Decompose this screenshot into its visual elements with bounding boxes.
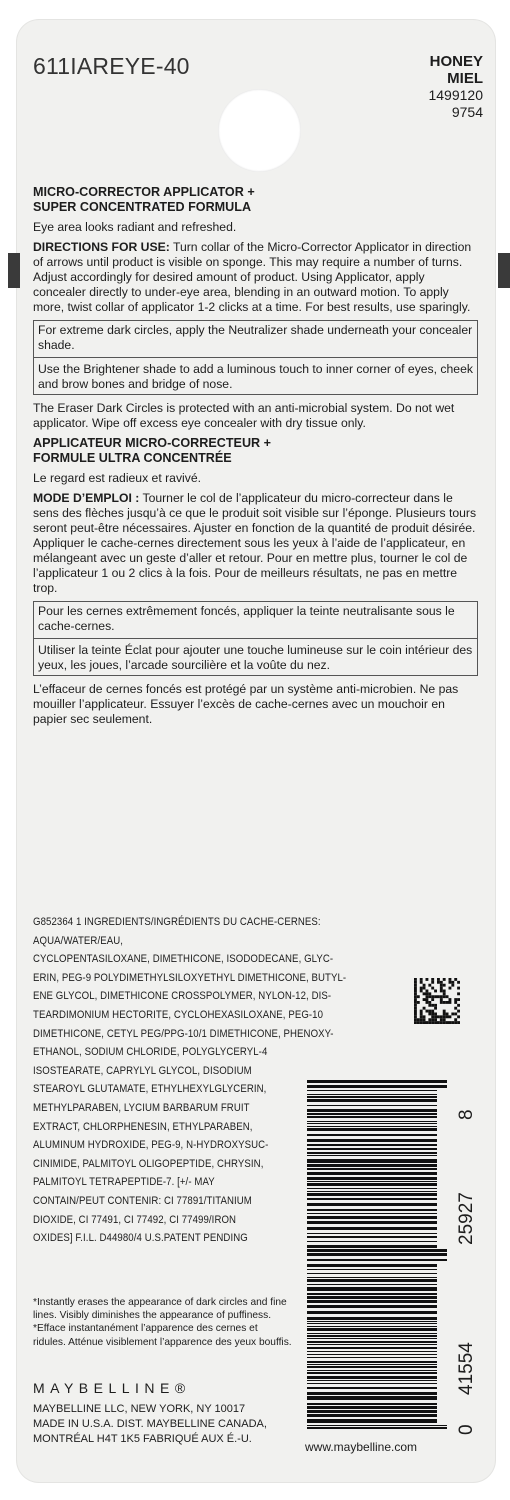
- datamatrix-module: [414, 981, 417, 984]
- ingredients-line: EXTRACT, CHLORPHENESIN, ETHYLPARABEN,: [33, 1120, 253, 1133]
- website-link: www.maybelline.com: [305, 1440, 418, 1454]
- datamatrix-module: [440, 1018, 443, 1021]
- barcode-bar: [307, 1326, 437, 1327]
- barcode-bar: [307, 1403, 437, 1405]
- datamatrix-module: [457, 987, 460, 990]
- shade-name-en: HONEY: [429, 53, 483, 70]
- datamatrix-module: [443, 1018, 446, 1021]
- ingredients-line: G852364 1 INGREDIENTS/INGRÉDIENTS DU CACHE-CERNES: AQUA/WATER/EAU,: [33, 916, 321, 947]
- barcode-bar: [307, 1414, 437, 1417]
- barcode-bar: [307, 1317, 437, 1320]
- barcode-bar: [307, 1387, 437, 1389]
- barcode-bar: [307, 1183, 437, 1186]
- datamatrix-module: [420, 1015, 423, 1018]
- ingredients-line: OXIDES] F.I.L. D44980/4 U.S.PATENT PENDING: [33, 1232, 248, 1245]
- barcode-bar: [307, 1177, 437, 1180]
- datamatrix-code: [414, 978, 460, 1024]
- barcode-bar: [307, 1191, 437, 1192]
- datamatrix-module: [434, 1007, 437, 1010]
- datamatrix-module: [434, 1015, 437, 1018]
- datamatrix-module: [437, 978, 440, 981]
- datamatrix-module: [443, 978, 446, 981]
- barcode-bar: [307, 1109, 437, 1112]
- barcode-bar: [307, 1392, 437, 1395]
- datamatrix-module: [428, 995, 431, 998]
- datamatrix-module: [420, 978, 423, 981]
- french-directions-label: MODE D’EMPLOI :: [33, 491, 140, 505]
- datamatrix-module: [414, 978, 417, 981]
- datamatrix-module: [428, 1021, 431, 1024]
- datamatrix-module: [443, 1021, 446, 1024]
- barcode-bar: [307, 1198, 437, 1200]
- barcode-bar: [307, 1123, 437, 1124]
- datamatrix-module: [426, 1010, 429, 1013]
- barcode: [307, 1080, 447, 1435]
- datamatrix-module: [426, 978, 429, 981]
- datamatrix-module: [431, 995, 434, 998]
- english-tip-neutralizer: For extreme dark circles, apply the Neutralizer shade underneath your concealer shade.: [38, 323, 473, 352]
- barcode-bar: [307, 1396, 437, 1400]
- barcode-bar: [307, 1193, 437, 1196]
- datamatrix-module: [457, 1004, 460, 1007]
- ingredients-line: CYCLOPENTASILOXANE, DIMETHICONE, ISODODECANE, GLYC-: [33, 953, 334, 966]
- datamatrix-module: [454, 978, 457, 981]
- barcode-bar: [307, 1357, 437, 1358]
- datamatrix-module: [454, 1001, 457, 1004]
- datamatrix-module: [446, 995, 449, 998]
- datamatrix-module: [414, 1004, 417, 1007]
- datamatrix-module: [457, 998, 460, 1001]
- datamatrix-module: [420, 990, 423, 993]
- french-tagline: Le regard est radieux et ravivé.: [33, 471, 202, 485]
- right-notch: [498, 253, 510, 288]
- barcode-bar: [307, 1427, 447, 1429]
- barcode-bar: [307, 1216, 437, 1219]
- datamatrix-module: [426, 1021, 429, 1024]
- datamatrix-module: [437, 981, 440, 984]
- barcode-bar: [307, 1277, 437, 1278]
- datamatrix-module: [443, 1015, 446, 1018]
- english-tagline: Eye area looks radiant and refreshed.: [33, 220, 237, 234]
- barcode-bar: [307, 1335, 437, 1337]
- datamatrix-module: [431, 987, 434, 990]
- datamatrix-module: [414, 984, 417, 987]
- datamatrix-module: [443, 990, 446, 993]
- datamatrix-module: [414, 998, 417, 1001]
- french-protection: L’effaceur de cernes foncés est protégé par un système anti-microbien. Ne pas mouiller l’applicateur. Essuyer l’excès de cache-cernes avec un mouchoir en papier sec seulement.: [33, 682, 459, 726]
- barcode-bar: [307, 1383, 437, 1384]
- french-title: [33, 436, 478, 466]
- datamatrix-module: [451, 984, 454, 987]
- datamatrix-module: [449, 987, 452, 990]
- datamatrix-module: [420, 1018, 423, 1021]
- barcode-bar: [307, 1233, 437, 1234]
- shade-subnumber: 9754: [451, 104, 483, 120]
- datamatrix-module: [426, 995, 429, 998]
- datamatrix-module: [420, 987, 423, 990]
- datamatrix-module: [428, 984, 431, 987]
- datamatrix-module: [454, 1018, 457, 1021]
- barcode-bar: [307, 1347, 437, 1349]
- datamatrix-module: [443, 992, 446, 995]
- barcode-bar: [307, 1249, 447, 1252]
- datamatrix-module: [449, 1021, 452, 1024]
- datamatrix-module: [449, 978, 452, 981]
- barcode-bar: [307, 1333, 437, 1334]
- french-title-line1: APPLICATEUR MICRO-CORRECTEUR +: [33, 436, 272, 450]
- datamatrix-module: [414, 1007, 417, 1010]
- barcode-bar: [307, 1134, 437, 1136]
- datamatrix-module: [443, 1010, 446, 1013]
- datamatrix-module: [437, 1021, 440, 1024]
- brand-name: MAYBELLINE®: [33, 1380, 191, 1396]
- datamatrix-module: [431, 1018, 434, 1021]
- datamatrix-module: [454, 1007, 457, 1010]
- barcode-bar: [307, 1380, 437, 1381]
- barcode-bar: [307, 1406, 437, 1409]
- datamatrix-module: [423, 992, 426, 995]
- barcode-bar: [307, 1227, 437, 1230]
- english-title-line2: SUPER CONCENTRATED FORMULA: [33, 200, 252, 214]
- datamatrix-module: [414, 990, 417, 993]
- datamatrix-module: [431, 1010, 434, 1013]
- barcode-bar: [307, 1341, 437, 1343]
- barcode-bar: [307, 1168, 437, 1170]
- datamatrix-module: [417, 995, 420, 998]
- datamatrix-module: [431, 981, 434, 984]
- barcode-bar: [307, 1296, 437, 1299]
- ingredients-line: DIMETHICONE, CETYL PEG/PPG-10/1 DIMETHICONE, PHENOXY-: [33, 1027, 334, 1040]
- barcode-bar: [307, 1328, 437, 1331]
- english-tips-box: [33, 320, 478, 395]
- datamatrix-module: [434, 1013, 437, 1016]
- datamatrix-module: [431, 1004, 434, 1007]
- datamatrix-module: [414, 1021, 417, 1024]
- barcode-bar: [307, 1253, 447, 1256]
- english-tip-brightener: Use the Brightener shade to add a luminous touch to inner corner of eyes, cheek and brow bones and bridge of nose.: [38, 362, 473, 391]
- barcode-bar: [307, 1364, 437, 1365]
- hang-hole: [218, 89, 301, 172]
- shade-number: 1499120: [428, 87, 483, 103]
- barcode-bar: [307, 1269, 437, 1270]
- datamatrix-module: [457, 1015, 460, 1018]
- datamatrix-module: [454, 1013, 457, 1016]
- barcode-bar: [307, 1245, 437, 1248]
- barcode-bar: [307, 1425, 447, 1426]
- datamatrix-module: [420, 1021, 423, 1024]
- datamatrix-module: [417, 1001, 420, 1004]
- datamatrix-module: [451, 1013, 454, 1016]
- address-block: [33, 1402, 267, 1447]
- barcode-bar: [307, 1096, 437, 1098]
- claims-note: *Instantly erases the appearance of dark circles and fine lines. Visibly diminishes the appearance of puffiness. *Efface instantanément l’apparence des cernes et ridules. Atténue visiblement l’apparence des yeux bouffis.: [33, 1297, 292, 1348]
- datamatrix-module: [434, 995, 437, 998]
- datamatrix-module: [431, 998, 434, 1001]
- datamatrix-module: [440, 990, 443, 993]
- shade-info: [428, 53, 483, 121]
- datamatrix-module: [423, 987, 426, 990]
- datamatrix-module: [440, 995, 443, 998]
- left-notch: [8, 253, 20, 288]
- datamatrix-module: [428, 1018, 431, 1021]
- datamatrix-module: [414, 1018, 417, 1021]
- barcode-bar: [307, 1344, 437, 1345]
- datamatrix-module: [446, 1001, 449, 1004]
- datamatrix-module: [431, 1015, 434, 1018]
- datamatrix-module: [423, 1007, 426, 1010]
- french-title-line2: FORMULE ULTRA CONCENTRÉE: [33, 451, 232, 465]
- datamatrix-module: [440, 987, 443, 990]
- barcode-bar: [307, 1338, 437, 1339]
- datamatrix-module: [449, 998, 452, 1001]
- datamatrix-module: [440, 998, 443, 1001]
- datamatrix-module: [417, 1021, 420, 1024]
- english-directions: [33, 240, 478, 315]
- datamatrix-module: [449, 1015, 452, 1018]
- datamatrix-module: [449, 1001, 452, 1004]
- barcode-bar: [307, 1366, 437, 1368]
- barcode-bar: [307, 1354, 437, 1355]
- datamatrix-module: [431, 1021, 434, 1024]
- barcode-digit-check: 8: [456, 1109, 477, 1120]
- datamatrix-module: [457, 981, 460, 984]
- datamatrix-module: [443, 1013, 446, 1016]
- datamatrix-module: [414, 992, 417, 995]
- barcode-bar: [307, 1419, 437, 1423]
- barcode-bar: [307, 1370, 437, 1371]
- datamatrix-module: [420, 1010, 423, 1013]
- datamatrix-module: [428, 1004, 431, 1007]
- address-line1: MAYBELLINE LLC, NEW YORK, NY 10017: [33, 1403, 246, 1415]
- datamatrix-module: [451, 1021, 454, 1024]
- english-title: [33, 185, 478, 215]
- barcode-bar: [307, 1287, 437, 1291]
- barcode-bar: [307, 1376, 437, 1379]
- address-line3: MONTRÉAL H4T 1K5 FABRIQUÉ AUX É.-U.: [33, 1433, 252, 1445]
- barcode-bar: [307, 1259, 447, 1261]
- barcode-bar: [307, 1164, 437, 1167]
- datamatrix-module: [454, 998, 457, 1001]
- datamatrix-module: [440, 1001, 443, 1004]
- french-tip-neutralizer: Pour les cernes extrêmement foncés, appliquer la teinte neutralisante sous le cache-cernes.: [38, 604, 455, 633]
- datamatrix-module: [443, 1001, 446, 1004]
- datamatrix-module: [428, 992, 431, 995]
- datamatrix-module: [446, 1021, 449, 1024]
- datamatrix-module: [437, 1015, 440, 1018]
- datamatrix-module: [417, 1018, 420, 1021]
- english-title-line1: MICRO-CORRECTOR APPLICATOR +: [33, 185, 255, 199]
- barcode-bar: [307, 1126, 437, 1127]
- barcode-bar: [307, 1213, 437, 1214]
- datamatrix-module: [434, 1004, 437, 1007]
- datamatrix-module: [426, 990, 429, 993]
- datamatrix-module: [426, 1001, 429, 1004]
- datamatrix-module: [414, 1015, 417, 1018]
- barcode-bar: [307, 1273, 437, 1274]
- barcode-bar: [307, 1159, 437, 1163]
- barcode-bar: [307, 1209, 437, 1211]
- datamatrix-module: [434, 990, 437, 993]
- barcode-bar: [307, 1293, 437, 1295]
- datamatrix-module: [443, 984, 446, 987]
- ingredients-line: CONTAIN/PEUT CONTENIR: CI 77891/TITANIUM: [33, 1194, 252, 1207]
- barcode-bar: [307, 1172, 437, 1175]
- barcode-bar: [307, 1241, 437, 1242]
- barcode-bar: [307, 1113, 437, 1115]
- datamatrix-module: [449, 981, 452, 984]
- datamatrix-module: [443, 995, 446, 998]
- datamatrix-module: [414, 1013, 417, 1016]
- barcode-bar: [307, 1305, 437, 1308]
- datamatrix-module: [423, 998, 426, 1001]
- barcode-bar: [307, 1188, 437, 1189]
- address-line2: MADE IN U.S.A. DIST. MAYBELLINE CANADA,: [33, 1418, 267, 1430]
- datamatrix-module: [451, 981, 454, 984]
- ingredients-line: ETHANOL, SODIUM CHLORIDE, POLYGLYCERYL-4: [33, 1046, 268, 1059]
- datamatrix-module: [440, 1021, 443, 1024]
- datamatrix-module: [414, 987, 417, 990]
- ingredients-line: TEARDIMONIUM HECTORITE, CYCLOHEXASILOXANE, PEG-10: [33, 1008, 324, 1021]
- ingredients-line: METHYLPARABEN, LYCIUM BARBARUM FRUIT: [33, 1101, 250, 1114]
- datamatrix-module: [428, 1010, 431, 1013]
- barcode-bar: [307, 1116, 437, 1118]
- ingredients-line: DIOXIDE, CI 77491, CI 77492, CI 77499/IRON: [33, 1213, 237, 1226]
- barcode-bar: [307, 1372, 437, 1374]
- barcode-bar: [307, 1181, 437, 1182]
- datamatrix-module: [420, 1013, 423, 1016]
- barcode-bar: [307, 1300, 437, 1303]
- datamatrix-module: [431, 978, 434, 981]
- barcode-bar: [307, 1284, 437, 1285]
- shade-name-fr: MIEL: [447, 70, 483, 87]
- french-directions: [33, 491, 478, 596]
- barcode-bar: [307, 1105, 437, 1106]
- barcode-bar: [307, 1128, 437, 1131]
- datamatrix-module: [437, 995, 440, 998]
- datamatrix-module: [423, 1021, 426, 1024]
- barcode-bar: [307, 1221, 437, 1224]
- french-tip-brightener: Utiliser la teinte Éclat pour ajouter une touche lumineuse sur le coin intérieur des yeux, les joues, l’arcade sourcilière et la voûte du nez.: [38, 643, 473, 672]
- barcode-bar: [307, 1139, 437, 1142]
- barcode-digits: [456, 1050, 486, 1435]
- barcode-bar: [307, 1279, 437, 1282]
- datamatrix-module: [446, 1015, 449, 1018]
- barcode-digits-right: 25927: [456, 1192, 477, 1245]
- barcode-bar: [307, 1099, 437, 1102]
- datamatrix-module: [434, 1018, 437, 1021]
- ingredients-line: PALMITOYL TETRAPEPTIDE-7. [+/- MAY: [33, 1176, 215, 1189]
- datamatrix-module: [426, 992, 429, 995]
- english-protection: The Eraser Dark Circles is protected with an anti-microbial system. Do not wet applicator. Wipe off excess eye concealer with dry tissue only.: [33, 401, 455, 430]
- datamatrix-module: [426, 998, 429, 1001]
- barcode-bar: [307, 1144, 437, 1146]
- tip-divider-fr: [34, 638, 477, 639]
- datamatrix-module: [440, 1015, 443, 1018]
- datamatrix-module: [457, 992, 460, 995]
- barcode-bar: [307, 1410, 437, 1413]
- datamatrix-module: [440, 981, 443, 984]
- barcode-bar: [307, 1094, 437, 1095]
- ingredients-line: STEAROYL GLUTAMATE, ETHYLHEXYLGLYCERIN,: [33, 1083, 267, 1096]
- ingredients-line: ISOSTEARATE, CAPRYLYL GLYCOL, DISODIUM: [33, 1064, 252, 1077]
- barcode-bar: [307, 1323, 437, 1324]
- english-directions-label: DIRECTIONS FOR USE:: [33, 240, 170, 254]
- product-code: 611IAREYE-40: [33, 53, 190, 79]
- ingredients-line: ERIN, PEG-9 POLYDIMETHYLSILOXYETHYL DIMETHICONE, BUTYL-: [33, 971, 347, 984]
- datamatrix-module: [457, 1010, 460, 1013]
- barcode-bar: [307, 1155, 437, 1156]
- ingredients-line: ENE GLYCOL, DIMETHICONE CROSSPOLYMER, NYLON-12, DIS-: [33, 990, 332, 1003]
- barcode-bar: [307, 1152, 437, 1154]
- french-tips-box: [33, 601, 478, 676]
- barcode-bar: [307, 1351, 437, 1352]
- datamatrix-module: [431, 1013, 434, 1016]
- barcode-bar: [307, 1121, 437, 1122]
- datamatrix-module: [446, 1013, 449, 1016]
- datamatrix-module: [420, 981, 423, 984]
- barcode-digits-left: 41554: [456, 1342, 477, 1395]
- datamatrix-module: [423, 1015, 426, 1018]
- barcode-bar: [307, 1361, 437, 1363]
- datamatrix-module: [414, 995, 417, 998]
- datamatrix-module: [457, 1021, 460, 1024]
- barcode-bar: [307, 1148, 437, 1150]
- french-directions-text: Tourner le col de l’applicateur du micro-correcteur dans le sens des flèches jusqu’à ce que le produit soit visible sur l’éponge. Plusieurs tours seront peut-être nécessaires. Ajuster en fonction de la quantité de produit désirée. Appliquer le cache-cernes directement sous les yeux à l’aide de l’applicateur, en mélangeant avec un geste d’aller et retour. Pour en mettre plus, tourner le col de l’applicateur 1 ou 2 clics à la fois. Pour de meilleurs résultats, ne pas en mettre trop.: [33, 491, 477, 595]
- barcode-bar: [307, 1264, 437, 1267]
- barcode-digit-lead: 0: [456, 1424, 477, 1435]
- tip-divider: [34, 357, 477, 358]
- datamatrix-module: [414, 1001, 417, 1004]
- barcode-bar: [307, 1203, 437, 1206]
- datamatrix-module: [428, 1013, 431, 1016]
- barcode-bar: [307, 1090, 437, 1091]
- datamatrix-module: [428, 1001, 431, 1004]
- barcode-bar: [307, 1311, 437, 1314]
- barcode-bar: [307, 1085, 447, 1088]
- ingredients-line: CINIMIDE, PALMITOYL OLIGOPEPTIDE, CHRYSIN,: [33, 1157, 264, 1170]
- datamatrix-module: [454, 1021, 457, 1024]
- datamatrix-module: [414, 1010, 417, 1013]
- datamatrix-module: [434, 1021, 437, 1024]
- barcode-bar: [307, 1236, 437, 1238]
- datamatrix-module: [423, 1018, 426, 1021]
- instructions: [33, 185, 478, 732]
- datamatrix-module: [440, 984, 443, 987]
- english-directions-text: Turn collar of the Micro-Corrector Applicator in direction of arrows until product is visible on sponge. This may require a number of turns. Adjust accordingly for desired amount of product. Using Applicator, apply concealer directly to under-eye area, blending in an outward motion. To apply more, twist collar of applicator 1-2 clicks at a time. For best results, use sparingly.: [33, 240, 472, 314]
- barcode-bar: [307, 1080, 447, 1083]
- ingredients-line: ALUMINUM HYDROXIDE, PEG-9, N-HYDROXYSUC-: [33, 1139, 269, 1152]
- barcode-bar: [307, 1321, 437, 1322]
- datamatrix-module: [423, 984, 426, 987]
